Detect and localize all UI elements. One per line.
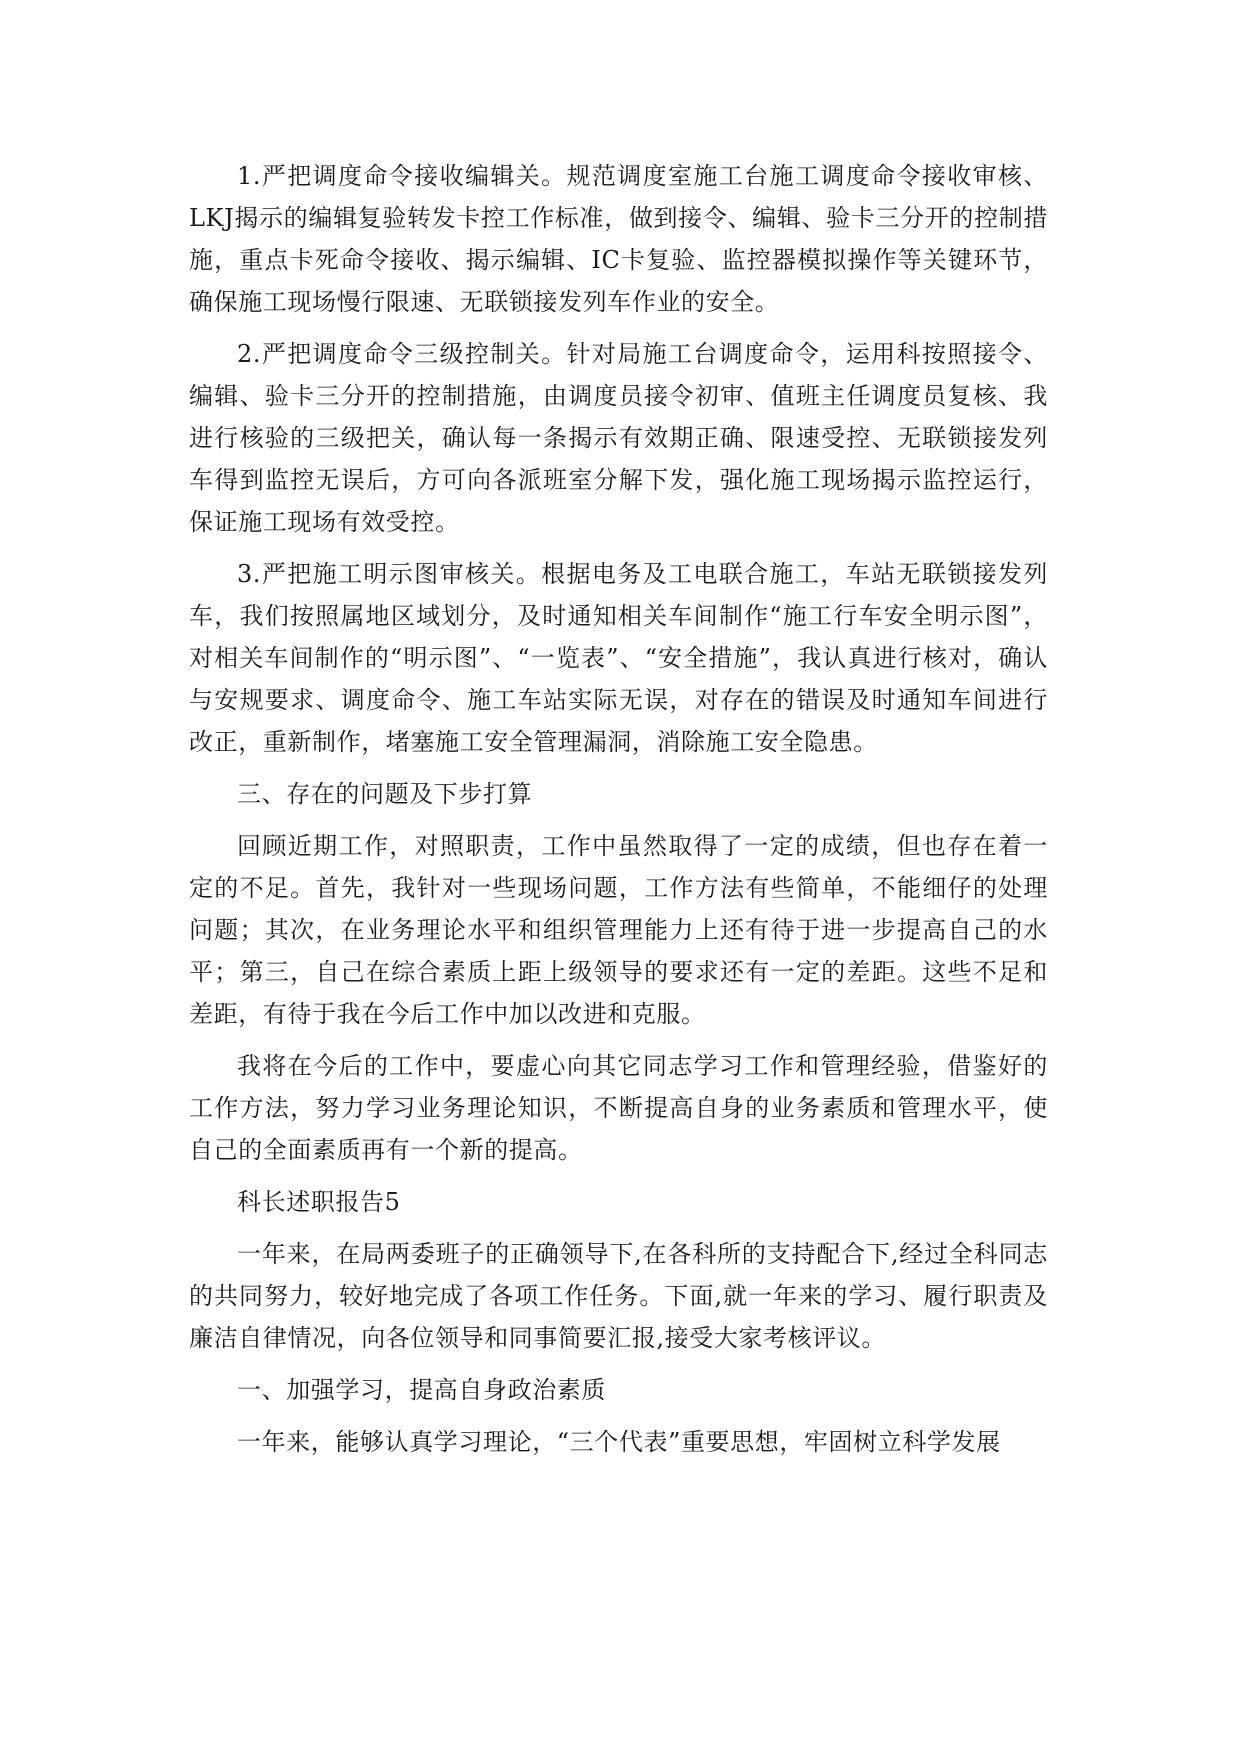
paragraph-dispatch-command-editing: 1.严把调度命令接收编辑关。规范调度室施工台施工调度命令接收审核、LKJ揭示的编辑复验转发卡控工作标准，做到接令、编辑、验卡三分开的控制措施，重点卡死命令接收、揭示编辑、IC卡复验、监控器模拟操作等关键环节，确保施工现场慢行限速、无联锁接发列车作业的安全。 — [189, 162, 1048, 316]
paragraph-construction-diagram-review: 3.严把施工明示图审核关。根据电务及工电联合施工，车站无联锁接发列车，我们按照属地区域划分，及时通知相关车间制作“施工行车安全明示图”，对相关车间制作的“明示图”、“一览表”、“安全措施”，我认真进行核对，确认与安规要求、调度命令、施工车站实际无误，对存在的错误及时通知车间进行改正，重新制作，堵塞施工安全管理漏洞，消除施工安全隐患。 — [189, 560, 1048, 756]
paragraph-review-shortcomings: 回顾近期工作，对照职责，工作中虽然取得了一定的成绩，但也存在着一定的不足。首先，我针对一些现场问题，工作方法有些简单，不能细仔的处理问题；其次，在业务理论水平和组织管理能力上还有待于进一步提高自己的水平；第三，自己在综合素质上距上级领导的要求还有一定的差距。这些不足和差距，有待于我在今后工作中加以改进和克服。 — [189, 832, 1048, 1028]
paragraph-three-level-control: 2.严把调度命令三级控制关。针对局施工台调度命令，运用科按照接令、编辑、验卡三分开的控制措施，由调度员接令初审、值班主任调度员复核、我进行核验的三级把关，确认每一条揭示有效期正确、限速受控、无联锁接发列车得到监控无误后，方可向各派班室分解下发，强化施工现场揭示监控运行，保证施工现场有效受控。 — [189, 340, 1048, 536]
report-title: 科长述职报告5 — [237, 1188, 401, 1216]
document-body — [189, 155, 1048, 1473]
paragraph-study-theory: 一年来，能够认真学习理论，“三个代表”重要思想，牢固树立科学发展 — [237, 1428, 1001, 1456]
paragraph-future-work: 我将在今后的工作中，要虚心向其它同志学习工作和管理经验，借鉴好的工作方法，努力学习业务理论知识，不断提高自身的业务素质和管理水平，使自己的全面素质再有一个新的提高。 — [189, 1052, 1048, 1164]
section-heading-strengthen-study: 一、加强学习，提高自身政治素质 — [237, 1376, 606, 1404]
section-heading-problems-plans: 三、存在的问题及下步打算 — [237, 780, 533, 808]
paragraph-year-summary: 一年来，在局两委班子的正确领导下,在各科所的支持配合下,经过全科同志的共同努力，较好地完成了各项工作任务。下面,就一年来的学习、履行职责及廉洁自律情况，向各位领导和同事简要汇报,接受大家考核评议。 — [189, 1240, 1048, 1352]
